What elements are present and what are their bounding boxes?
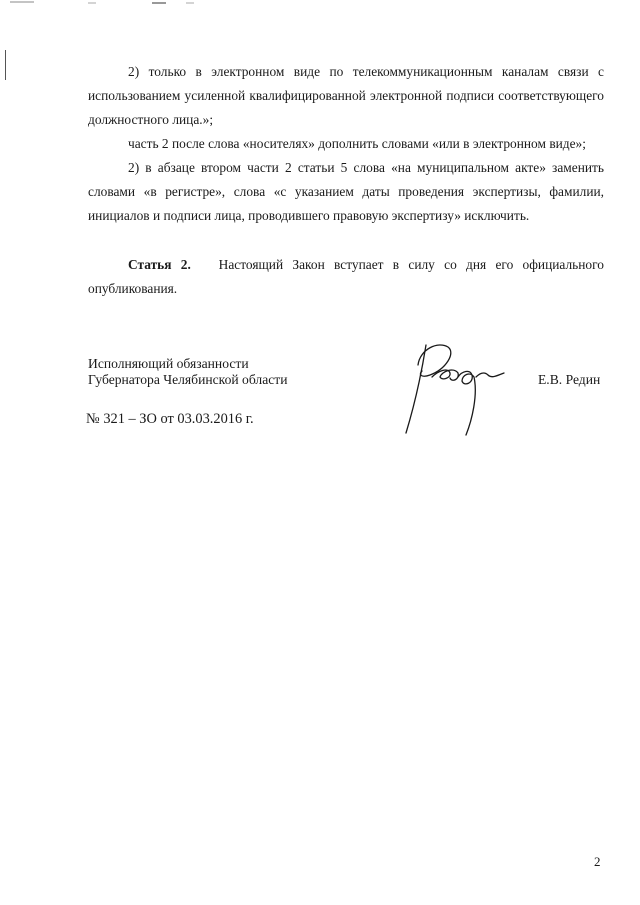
paragraph-text: часть 2 после слова «носителях» дополнить словами «или в электронном виде»; [128,136,586,151]
article-label: Статья 2. [128,257,191,272]
paragraph-text: 2) в абзаце втором части 2 статьи 5 слова «на муниципальном акте» заменить словами «в регистре», слова «с указанием даты проведения экспертизы, фамилии, инициалов и подписи лица, проводившего правовую экспертизу» исключить. [88,160,604,223]
signatory-title-line-1: Исполняющий обязанности [88,356,249,371]
article-body: Настоящий Закон вступает в силу со дня его официального опубликования. [88,257,604,296]
scan-artifact-marks [0,0,640,12]
article-2-paragraph [88,253,604,301]
signatory-title [88,356,288,388]
scan-edge-mark [5,50,6,80]
paragraph-text: 2) только в электронном виде по телекоммуникационным каналам связи с использованием усиленной квалифицированной электронной подписи соответствующего должностного лица.»; [88,64,604,127]
signatory-title-line-2: Губернатора Челябинской области [88,372,288,387]
body-paragraph-1 [88,60,604,132]
handwritten-signature [396,335,516,440]
body-paragraph-3 [88,156,604,228]
body-paragraph-2 [88,132,604,156]
article-2-text [88,253,604,301]
signatory-name: Е.В. Редин [538,372,601,387]
law-number: № 321 – ЗО от 03.03.2016 г. [86,411,254,427]
page-number: 2 [594,854,601,869]
